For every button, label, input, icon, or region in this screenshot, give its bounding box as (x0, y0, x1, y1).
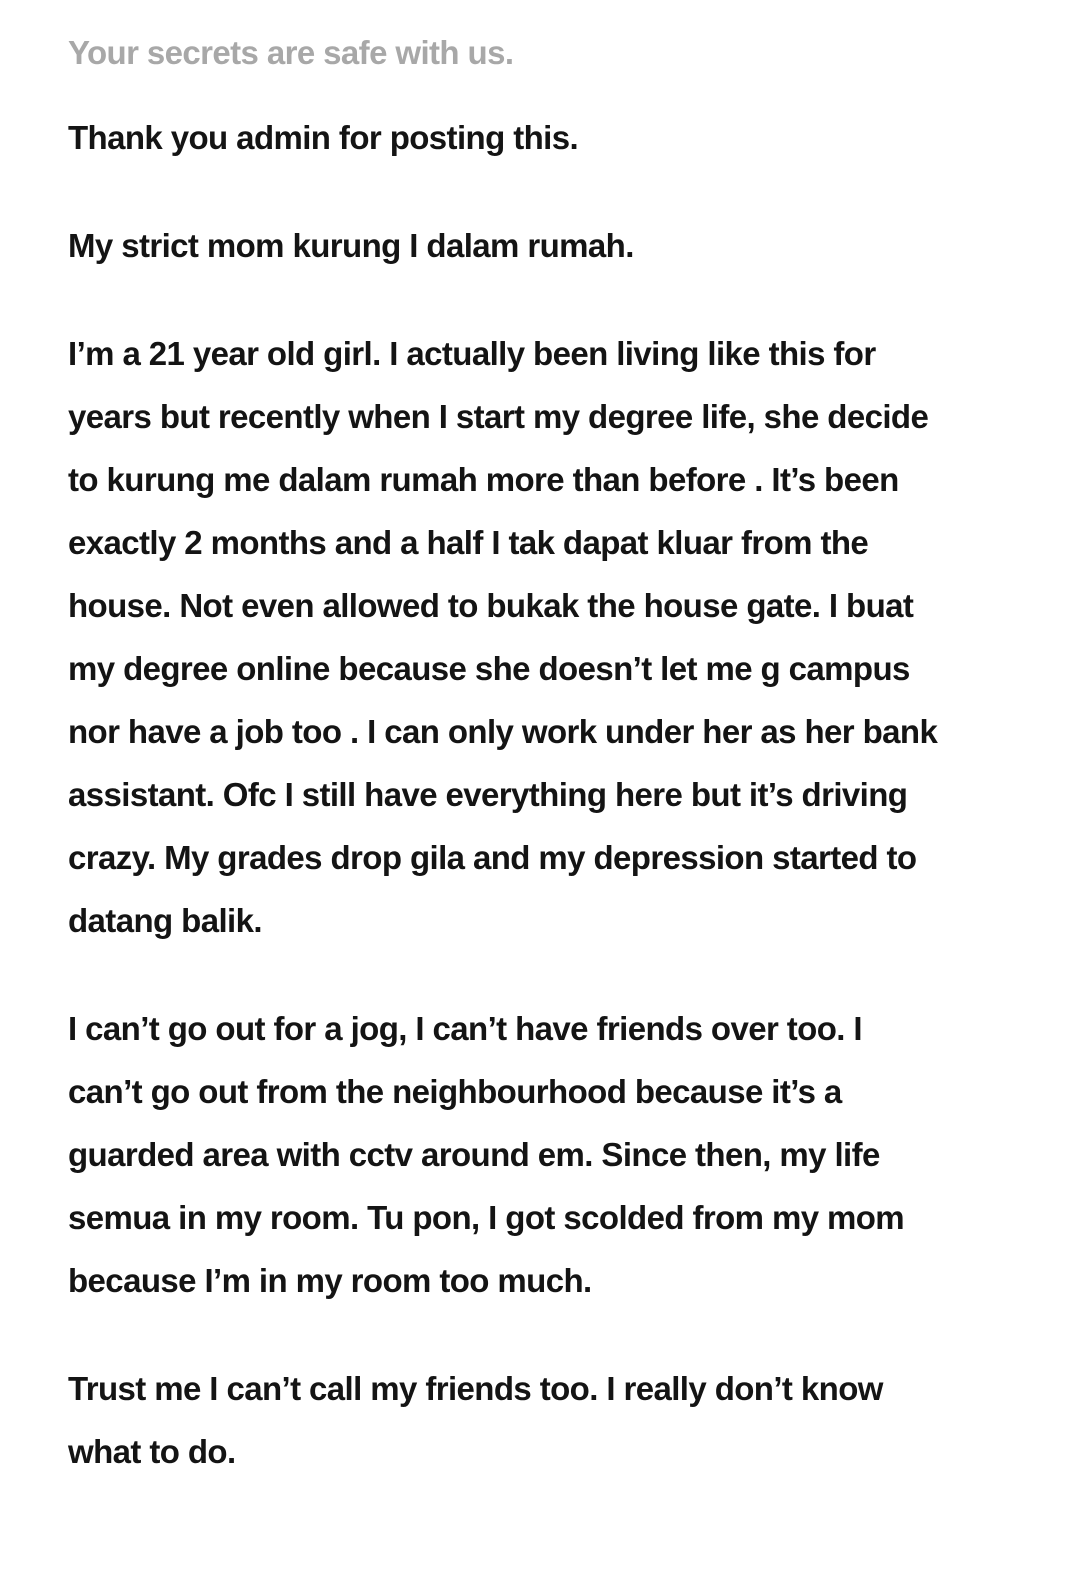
confession-article (68, 26, 1018, 1483)
paragraph-line: house. Not even allowed to bukak the house gate. I buat (68, 587, 914, 624)
paragraph-1 (68, 322, 1018, 952)
paragraph-line: to kurung me dalam rumah more than before . It’s been (68, 461, 899, 498)
headline-text: My strict mom kurung I dalam rumah. (68, 227, 634, 264)
paragraph-line: assistant. Ofc I still have everything here but it’s driving (68, 776, 908, 813)
paragraph-line: crazy. My grades drop gila and my depression started to (68, 839, 917, 876)
paragraph-line: I’m a 21 year old girl. I actually been living like this for (68, 335, 876, 372)
paragraph-line: datang balik. (68, 902, 262, 939)
paragraph-line: my degree online because she doesn’t let me g campus (68, 650, 910, 687)
paragraph-line: I can’t go out for a jog, I can’t have friends over too. I (68, 1010, 862, 1047)
tagline: Your secrets are safe with us. (68, 34, 514, 71)
paragraph-2 (68, 997, 1018, 1312)
paragraph-line: because I’m in my room too much. (68, 1262, 592, 1299)
paragraph-line: Trust me I can’t call my friends too. I really don’t know (68, 1370, 883, 1407)
paragraph-line: exactly 2 months and a half I tak dapat kluar from the (68, 524, 869, 561)
paragraph-line: years but recently when I start my degree life, she decide (68, 398, 929, 435)
paragraph-line: nor have a job too . I can only work under her as her bank (68, 713, 938, 750)
greeting-text: Thank you admin for posting this. (68, 119, 579, 156)
paragraph-3 (68, 1357, 1018, 1483)
paragraph-line: semua in my room. Tu pon, I got scolded from my mom (68, 1199, 905, 1236)
paragraph-line: what to do. (68, 1433, 236, 1470)
paragraph-line: can’t go out from the neighbourhood because it’s a (68, 1073, 842, 1110)
paragraph-line: guarded area with cctv around em. Since then, my life (68, 1136, 880, 1173)
